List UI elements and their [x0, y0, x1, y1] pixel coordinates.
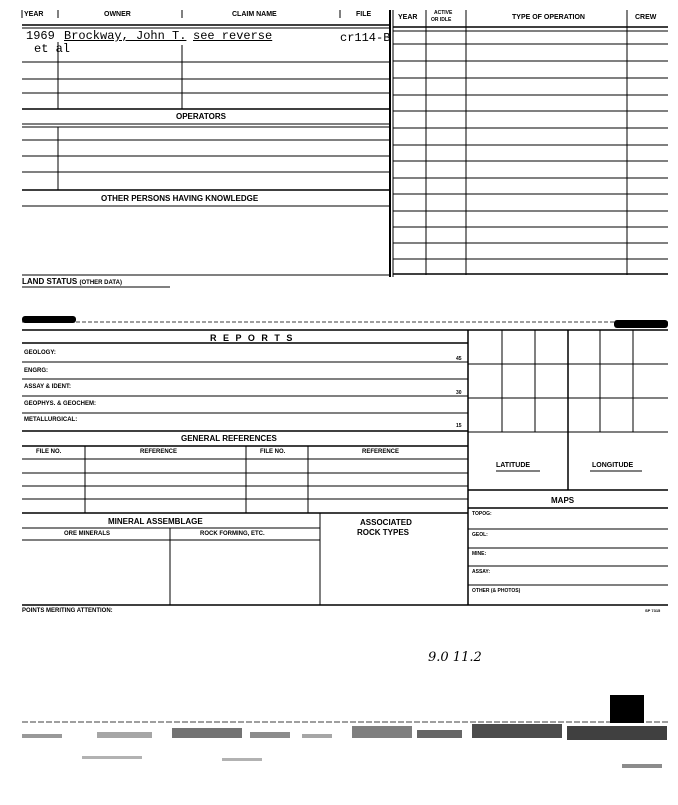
other-persons-heading: OTHER PERSONS HAVING KNOWLEDGE — [101, 194, 259, 203]
header-file: FILE — [356, 11, 372, 18]
longitude-label: LONGITUDE — [592, 462, 634, 469]
record-owner: Brockway, John T. — [64, 29, 187, 43]
report-geology: GEOLOGY: — [24, 350, 56, 356]
mineral-assemblage-heading: MINERAL ASSEMBLAGE — [108, 517, 203, 526]
scale-15: 15 — [456, 423, 462, 429]
report-engrg: ENGRG: — [24, 368, 48, 374]
ref-reference-2: REFERENCE — [362, 449, 400, 455]
scan-marker-block — [610, 695, 644, 723]
report-geophys: GEOPHYS. & GEOCHEM: — [24, 401, 97, 407]
index-tab-right — [614, 320, 668, 328]
header-active: ACTIVE — [434, 10, 453, 16]
rock-forming-label: ROCK FORMING, ETC. — [200, 531, 265, 537]
latitude-label: LATITUDE — [496, 462, 531, 469]
record-file: cr114-B — [340, 31, 391, 45]
scale-45: 45 — [456, 356, 462, 362]
report-metallurgical: METALLURGICAL: — [24, 417, 78, 423]
ref-reference-1: REFERENCE — [140, 449, 178, 455]
header-crew: CREW — [635, 14, 657, 21]
map-topog: TOPOG: — [472, 511, 492, 517]
scale-30: 30 — [456, 390, 462, 396]
record-owner-etal: et al — [34, 42, 71, 56]
map-assay: ASSAY: — [472, 569, 491, 575]
form-number: SP 7315 — [645, 608, 661, 613]
header-claim-name: CLAIM NAME — [232, 11, 277, 18]
land-status-label: LAND STATUS (OTHER DATA) — [22, 277, 122, 286]
associated-label: ASSOCIATED — [360, 518, 412, 527]
map-mine: MINE: — [472, 551, 487, 557]
scan-noise — [22, 724, 668, 774]
ref-file-no-1: FILE NO. — [36, 449, 62, 455]
map-other: OTHER (& PHOTOS) — [472, 588, 521, 594]
map-geol: GEOL: — [472, 532, 488, 538]
points-meriting-attention: POINTS MERITING ATTENTION: — [22, 608, 113, 614]
header-owner: OWNER — [104, 11, 131, 18]
ref-file-no-2: FILE NO. — [260, 449, 286, 455]
index-tab-left — [22, 316, 76, 323]
header-year: YEAR — [24, 11, 44, 18]
operators-heading: OPERATORS — [176, 112, 226, 121]
header-year-right: YEAR — [398, 14, 418, 21]
ore-minerals-label: ORE MINERALS — [64, 531, 111, 537]
reports-heading: R E P O R T S — [210, 333, 295, 343]
maps-heading: MAPS — [551, 496, 575, 505]
header-type-of-operation: TYPE OF OPERATION — [512, 14, 585, 21]
report-assay: ASSAY & IDENT: — [24, 384, 72, 390]
rock-types-label: ROCK TYPES — [357, 528, 410, 537]
handwritten-note: 9.0 11.2 — [428, 650, 482, 665]
record-claim-name: see reverse — [193, 29, 273, 43]
record-year: 1969 — [26, 29, 55, 43]
header-or-idle: OR IDLE — [431, 17, 452, 23]
general-references-heading: GENERAL REFERENCES — [181, 434, 277, 443]
